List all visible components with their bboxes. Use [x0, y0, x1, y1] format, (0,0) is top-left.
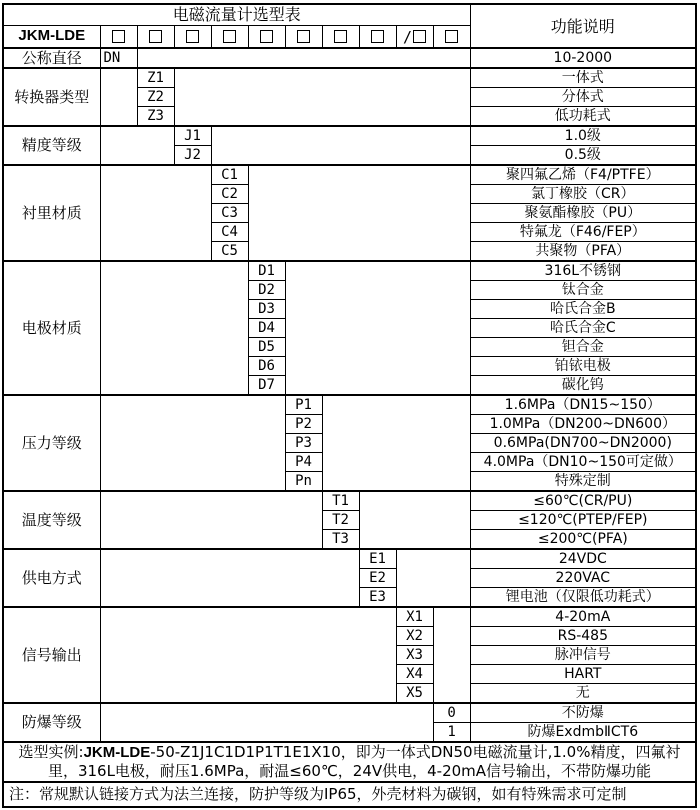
table-row	[3, 261, 696, 281]
example-model: JKM-LDE	[83, 743, 151, 761]
table-row	[3, 549, 696, 569]
code-cell: J2	[174, 145, 211, 165]
checkbox-icon	[334, 30, 347, 43]
code-cell: X4	[396, 664, 433, 683]
table-row	[3, 48, 696, 68]
empty-cell	[100, 395, 285, 491]
desc-cell: 铂铱电极	[470, 356, 696, 375]
slash-mark: /	[402, 27, 413, 46]
desc-cell: 220VAC	[470, 568, 696, 587]
code-cell: 0	[433, 703, 470, 723]
model-checkbox-cell-9[interactable]	[396, 26, 433, 48]
code-cell: C5	[211, 241, 248, 261]
empty-cell	[359, 491, 470, 549]
code-cell: T2	[322, 510, 359, 529]
category-accuracy: 精度等级	[3, 126, 100, 165]
table-row	[3, 165, 696, 185]
code-cell: X2	[396, 626, 433, 645]
desc-cell: 氯丁橡胶（CR）	[470, 184, 696, 203]
code-cell: Z2	[137, 87, 174, 106]
model-checkbox-cell-7[interactable]	[322, 26, 359, 48]
empty-cell	[137, 48, 470, 68]
desc-cell: 哈氏合金C	[470, 318, 696, 337]
category-signal-output: 信号输出	[3, 607, 100, 703]
table-row	[3, 395, 696, 415]
desc-cell: ≤60℃(CR/PU)	[470, 491, 696, 511]
desc-cell: 锂电池（仅限低功耗式）	[470, 587, 696, 607]
table-row	[3, 4, 696, 26]
category-temperature-rating: 温度等级	[3, 491, 100, 549]
desc-cell: ≤200℃(PFA)	[470, 529, 696, 549]
desc-cell: 聚四氟乙烯（F4/PTFE）	[470, 165, 696, 185]
empty-cell	[100, 261, 248, 395]
code-cell: C3	[211, 203, 248, 222]
code-cell: C1	[211, 165, 248, 185]
category-electrode-material: 电极材质	[3, 261, 100, 395]
checkbox-icon	[260, 30, 273, 43]
code-cell: DN	[100, 48, 137, 68]
table-row	[3, 126, 696, 146]
code-cell: P4	[285, 452, 322, 471]
code-cell: P3	[285, 433, 322, 452]
code-cell: T3	[322, 529, 359, 549]
model-checkbox-cell-6[interactable]	[285, 26, 322, 48]
empty-cell	[100, 126, 174, 165]
code-cell: D7	[248, 375, 285, 395]
desc-cell: 24VDC	[470, 549, 696, 569]
empty-cell	[100, 703, 433, 742]
model-checkbox-cell-10[interactable]	[433, 26, 470, 48]
desc-cell: 0.6MPa(DN700~DN2000)	[470, 433, 696, 452]
empty-cell	[100, 607, 396, 703]
code-cell: T1	[322, 491, 359, 511]
category-pressure-rating: 压力等级	[3, 395, 100, 491]
desc-cell: 防爆ExdmbⅡCT6	[470, 722, 696, 742]
category-power-supply: 供电方式	[3, 549, 100, 607]
desc-cell: RS-485	[470, 626, 696, 645]
code-cell: D2	[248, 280, 285, 299]
desc-cell: 特殊定制	[470, 471, 696, 491]
code-cell: X3	[396, 645, 433, 664]
model-checkbox-cell-3[interactable]	[174, 26, 211, 48]
empty-cell	[100, 68, 137, 126]
code-cell: Z3	[137, 106, 174, 126]
desc-cell: 共聚物（PFA）	[470, 241, 696, 261]
desc-cell: 分体式	[470, 87, 696, 106]
code-cell: D4	[248, 318, 285, 337]
empty-cell	[174, 68, 470, 126]
desc-cell: 1.0级	[470, 126, 696, 146]
checkbox-icon	[223, 30, 236, 43]
empty-cell	[100, 165, 211, 261]
desc-cell: 碳化钨	[470, 375, 696, 395]
desc-cell: 1.0MPa（DN200~DN600）	[470, 414, 696, 433]
code-cell: X1	[396, 607, 433, 627]
example-prefix: 选型实例:	[18, 742, 84, 761]
desc-cell: 脉冲信号	[470, 645, 696, 664]
category-diameter: 公称直径	[3, 48, 100, 68]
desc-cell: 4-20mA	[470, 607, 696, 627]
empty-cell	[248, 165, 470, 261]
checkbox-icon	[112, 30, 125, 43]
code-cell: 1	[433, 722, 470, 742]
model-checkbox-cell-1[interactable]	[100, 26, 137, 48]
checkbox-icon	[413, 30, 426, 43]
model-checkbox-cell-5[interactable]	[248, 26, 285, 48]
empty-cell	[285, 261, 470, 395]
code-cell: P2	[285, 414, 322, 433]
empty-cell	[322, 395, 470, 491]
code-cell: C2	[211, 184, 248, 203]
desc-cell: 1.6MPa（DN15~150）	[470, 395, 696, 415]
code-cell: D6	[248, 356, 285, 375]
empty-cell	[100, 491, 322, 549]
function-description-header: 功能说明	[470, 4, 696, 48]
model-checkbox-cell-8[interactable]	[359, 26, 396, 48]
code-cell: D1	[248, 261, 285, 281]
desc-cell: 一体式	[470, 68, 696, 88]
note-text: 注：常规默认链接方式为法兰连接，防护等级为IP65，外壳材料为碳钢，如有特殊需求可定制	[3, 782, 696, 807]
checkbox-icon	[371, 30, 384, 43]
desc-cell: 不防爆	[470, 703, 696, 723]
category-explosion-proof: 防爆等级	[3, 703, 100, 742]
desc-cell: 4.0MPa（DN10~150可定做）	[470, 452, 696, 471]
example-text	[3, 742, 696, 782]
desc-cell: 哈氏合金B	[470, 299, 696, 318]
empty-cell	[396, 549, 470, 607]
desc-cell: 316L不锈钢	[470, 261, 696, 281]
table-row	[3, 607, 696, 627]
desc-cell: 聚氨酯橡胶（PU）	[470, 203, 696, 222]
model-prefix: JKM-LDE	[3, 26, 100, 48]
desc-cell: 钛合金	[470, 280, 696, 299]
code-cell: X5	[396, 683, 433, 703]
code-cell: E2	[359, 568, 396, 587]
selection-table	[2, 3, 697, 808]
empty-cell	[100, 549, 359, 607]
table-row	[3, 491, 696, 511]
desc-cell: ≤120℃(PTEP/FEP)	[470, 510, 696, 529]
code-cell: D3	[248, 299, 285, 318]
desc-cell: 无	[470, 683, 696, 703]
code-cell: E3	[359, 587, 396, 607]
checkbox-icon	[445, 30, 458, 43]
category-converter-type: 转换器类型	[3, 68, 100, 126]
code-cell: D5	[248, 337, 285, 356]
checkbox-icon	[297, 30, 310, 43]
empty-cell	[433, 607, 470, 703]
desc-cell: 低功耗式	[470, 106, 696, 126]
code-cell: J1	[174, 126, 211, 146]
code-cell: E1	[359, 549, 396, 569]
model-checkbox-cell-2[interactable]	[137, 26, 174, 48]
table-title: 电磁流量计选型表	[3, 4, 470, 26]
code-cell: Z1	[137, 68, 174, 88]
code-cell: P1	[285, 395, 322, 415]
desc-cell: 0.5级	[470, 145, 696, 165]
desc-cell: 钽合金	[470, 337, 696, 356]
code-cell: C4	[211, 222, 248, 241]
desc-cell: 特氟龙（F46/FEP）	[470, 222, 696, 241]
table-row	[3, 68, 696, 88]
category-lining-material: 衬里材质	[3, 165, 100, 261]
example-rest: -50-Z1J1C1D1P1T1E1X10，即为一体式DN50电磁流量计,1.0%精度，四氟衬里，316L电极，耐压1.6MPa，耐温≤60℃，24V供电，4-20mA信号输出，不带防爆功能	[47, 742, 681, 780]
example-row	[3, 742, 696, 782]
checkbox-icon	[149, 30, 162, 43]
desc-cell: HART	[470, 664, 696, 683]
code-cell: Pn	[285, 471, 322, 491]
model-checkbox-cell-4[interactable]	[211, 26, 248, 48]
checkbox-icon	[186, 30, 199, 43]
table-row	[3, 703, 696, 723]
desc-cell: 10-2000	[470, 48, 696, 68]
empty-cell	[211, 126, 470, 165]
note-row	[3, 782, 696, 807]
